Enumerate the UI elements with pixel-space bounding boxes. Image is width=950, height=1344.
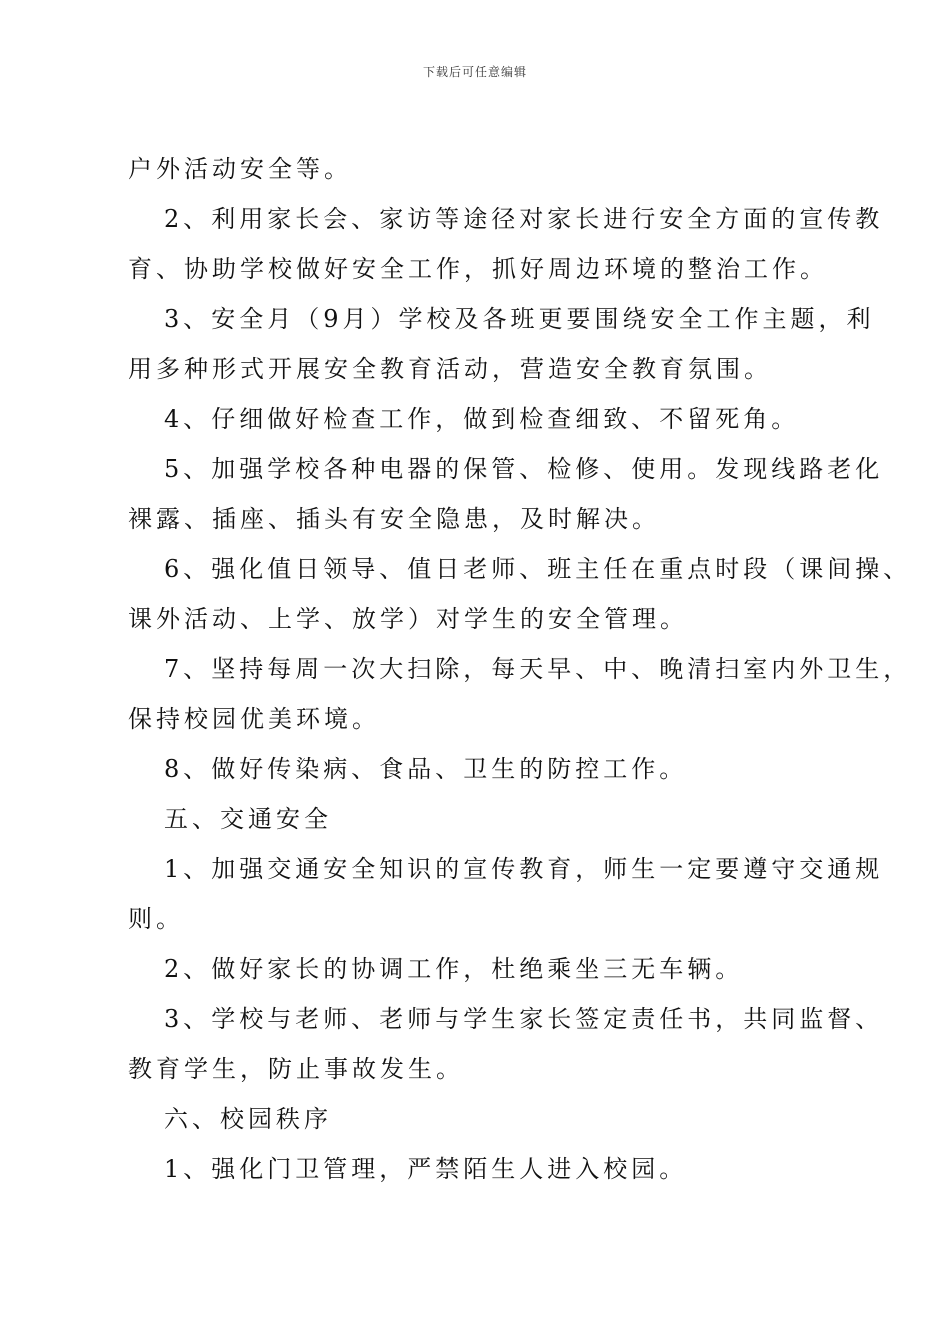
text-line-17: 2、做好家长的协调工作，杜绝乘坐三无车辆。 [164,955,744,983]
text-line-16: 则。 [128,905,184,933]
text-line-2: 2、利用家长会、家访等途径对家长进行安全方面的宣传教 [164,205,884,233]
section-heading-campus-order: 六、校园秩序 [164,1105,332,1133]
text-line-7: 5、加强学校各种电器的保管、检修、使用。发现线路老化 [164,455,884,483]
text-line-3: 育、协助学校做好安全工作，抓好周边环境的整治工作。 [128,255,828,283]
text-line-6: 4、仔细做好检查工作，做到检查细致、不留死角。 [164,405,800,433]
text-line-19: 教育学生，防止事故发生。 [128,1055,464,1083]
text-line-15: 1、加强交通安全知识的宣传教育，师生一定要遵守交通规 [164,855,884,883]
text-line-12: 保持校园优美环境。 [128,705,380,733]
text-line-9: 6、强化值日领导、值日老师、班主任在重点时段（课间操、 [164,555,912,583]
text-line-10: 课外活动、上学、放学）对学生的安全管理。 [128,605,688,633]
text-line-13: 8、做好传染病、食品、卫生的防控工作。 [164,755,688,783]
text-line-4: 3、安全月（9月）学校及各班更要围绕安全工作主题，利 [164,305,875,333]
document-body [128,144,912,1194]
text-line-5: 用多种形式开展安全教育活动，营造安全教育氛围。 [128,355,772,383]
section-heading-traffic-safety: 五、交通安全 [164,805,332,833]
text-line-1: 户外活动安全等。 [128,155,352,183]
text-line-11: 7、坚持每周一次大扫除，每天早、中、晚清扫室内外卫生， [164,655,912,683]
page-header: 下载后可任意编辑 [422,65,527,79]
text-line-18: 3、学校与老师、老师与学生家长签定责任书，共同监督、 [164,1005,884,1033]
text-line-8: 裸露、插座、插头有安全隐患，及时解决。 [128,505,660,533]
text-line-21: 1、强化门卫管理，严禁陌生人进入校园。 [164,1155,688,1183]
